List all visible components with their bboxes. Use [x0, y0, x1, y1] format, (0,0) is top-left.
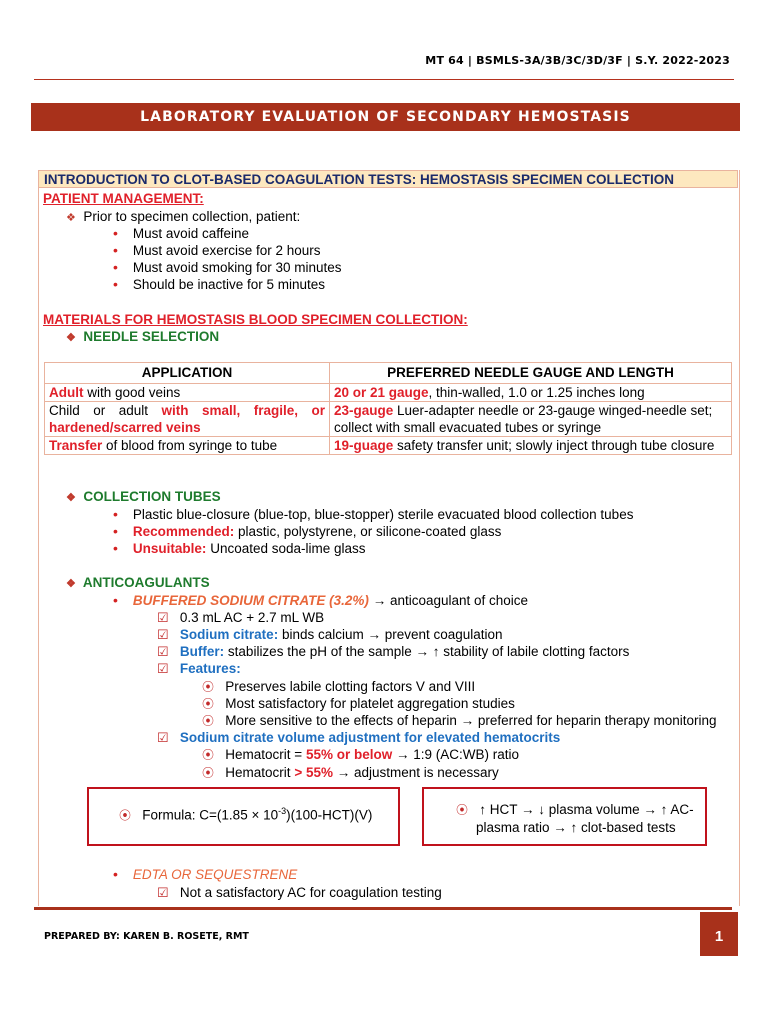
checkbox-icon: ☑: [157, 627, 169, 642]
table-cell: [45, 402, 330, 437]
circle-bullet-icon: ⦿: [119, 808, 132, 823]
hct-effect-box: [422, 787, 707, 846]
list-item: [113, 592, 528, 609]
dot-bullet-icon: •: [113, 592, 118, 608]
list-item: [157, 729, 560, 746]
collection-tubes-text: COLLECTION TUBES: [83, 489, 221, 504]
needle-selection-text: NEEDLE SELECTION: [83, 329, 220, 344]
checkbox-icon: ☑: [157, 885, 169, 900]
formula-box: [87, 787, 400, 846]
adjustment-label: Sodium citrate volume adjustment for elevated hematocrits: [179, 730, 561, 745]
intro-heading: INTRODUCTION TO CLOT-BASED COAGULATION TESTS: HEMOSTASIS SPECIMEN COLLECTION: [38, 170, 738, 188]
page-title: LABORATORY EVALUATION OF SECONDARY HEMOSTASIS: [31, 103, 740, 131]
list-item-text: Must avoid smoking for 30 minutes: [132, 260, 342, 275]
highlight-text: 23-gauge: [334, 403, 394, 418]
list-item: [113, 506, 633, 523]
table-header-cell: PREFERRED NEEDLE GAUGE AND LENGTH: [330, 363, 732, 384]
cell-text: safety transfer unit; slowly inject through tube closure: [393, 438, 715, 453]
dot-bullet-icon: •: [113, 540, 118, 556]
dot-bullet-icon: •: [113, 225, 118, 241]
needle-table: [44, 362, 732, 455]
patient-management-heading: PATIENT MANAGEMENT:: [43, 191, 204, 206]
list-item-text: binds calcium → prevent coagulation: [278, 627, 503, 642]
list-item-text: Most satisfactory for platelet aggregation studies: [225, 696, 515, 711]
highlight-text: with small, fragile, or hardened/scarred veins: [49, 403, 325, 435]
list-item-text: Plastic blue-closure (blue-top, blue-stopper) sterile evacuated blood collection tubes: [132, 507, 634, 522]
effect-line: [456, 801, 694, 819]
highlight-text: 55% or below: [305, 747, 393, 762]
patient-lead-text: Prior to specimen collection, patient:: [83, 209, 301, 224]
dot-bullet-icon: •: [113, 242, 118, 258]
formula-line: [119, 803, 372, 825]
table-cell: [330, 402, 732, 437]
prepared-by: PREPARED BY: KAREN B. ROSETE, RMT: [44, 931, 249, 942]
anticoagulants-heading: [66, 574, 210, 593]
list-item-text: → adjustment is necessary: [332, 765, 499, 780]
list-item: [157, 884, 442, 901]
list-item: [113, 866, 297, 883]
list-item: [157, 660, 241, 677]
list-item-text: plastic, polystyrene, or silicone-coated glass: [234, 524, 502, 539]
diamond-bullet-icon: ❖: [66, 492, 76, 504]
list-item: [202, 678, 475, 696]
cell-text: with good veins: [83, 385, 181, 400]
page-number: 1: [700, 912, 738, 956]
highlight-text: Adult: [49, 385, 84, 400]
list-item: [157, 626, 503, 643]
dot-bullet-icon: •: [113, 259, 118, 275]
highlight-text: 19-guage: [334, 438, 394, 453]
list-item-text: More sensitive to the effects of heparin → preferred for heparin therapy monitoring: [225, 713, 717, 728]
diamond-bullet-icon: ❖: [66, 212, 76, 224]
list-item: [157, 643, 629, 660]
list-item-text: Should be inactive for 5 minutes: [132, 277, 326, 292]
checkbox-icon: ☑: [157, 644, 169, 659]
list-item: [113, 276, 325, 293]
footer-divider: [34, 907, 732, 910]
list-item: [157, 609, 324, 626]
table-cell: [330, 437, 732, 455]
citrate-label: BUFFERED SODIUM CITRATE (3.2%): [132, 593, 369, 608]
circle-bullet-icon: ⦿: [202, 766, 215, 780]
list-item-text: 0.3 mL AC + 2.7 mL WB: [179, 610, 325, 625]
table-header-cell: APPLICATION: [45, 363, 330, 384]
diamond-bullet-icon: ❖: [66, 332, 76, 344]
header-divider: [34, 79, 734, 80]
dot-bullet-icon: •: [113, 866, 118, 882]
cell-text: Child or adult: [49, 403, 162, 418]
formula-exponent: -3: [278, 806, 287, 816]
table-row: [45, 437, 732, 455]
highlight-text: > 55%: [294, 765, 333, 780]
list-item: [202, 764, 499, 782]
needle-selection-heading: [66, 328, 219, 347]
sodium-citrate-label: Sodium citrate:: [179, 627, 279, 642]
list-item-text: Must avoid exercise for 2 hours: [132, 243, 321, 258]
circle-bullet-icon: ⦿: [202, 680, 215, 694]
dot-bullet-icon: •: [113, 523, 118, 539]
features-label: Features:: [179, 661, 241, 676]
diamond-bullet-icon: ❖: [66, 578, 76, 590]
list-item: [113, 540, 366, 557]
highlight-text: Transfer: [49, 438, 103, 453]
course-header: MT 64 | BSMLS-3A/3B/3C/3D/3F | S.Y. 2022-2023: [425, 54, 730, 67]
checkbox-icon: ☑: [157, 661, 169, 676]
materials-heading: MATERIALS FOR HEMOSTASIS BLOOD SPECIMEN COLLECTION:: [43, 312, 468, 327]
circle-bullet-icon: ⦿: [202, 697, 215, 711]
list-item: [202, 746, 519, 764]
list-item-text: Hematocrit =: [225, 747, 306, 762]
list-item-text: → anticoagulant of choice: [368, 593, 529, 608]
list-item-text: stabilizes the pH of the sample → ↑ stability of labile clotting factors: [224, 644, 630, 659]
table-cell: [45, 437, 330, 455]
list-item: [113, 259, 342, 276]
list-item-text: Must avoid caffeine: [132, 226, 249, 241]
cell-text: of blood from syringe to tube: [102, 438, 278, 453]
formula-text: )(100-HCT)(V): [286, 807, 373, 823]
checkbox-icon: ☑: [157, 730, 169, 745]
list-item: [113, 523, 501, 540]
checkbox-icon: ☑: [157, 610, 169, 625]
list-item: [113, 225, 249, 242]
recommended-label: Recommended:: [132, 524, 235, 539]
highlight-text: 20 or 21 gauge: [334, 385, 429, 400]
buffer-label: Buffer:: [179, 644, 225, 659]
unsuitable-label: Unsuitable:: [132, 541, 207, 556]
circle-bullet-icon: ⦿: [456, 803, 469, 817]
list-item-text: Hematocrit: [225, 765, 295, 780]
list-item: [113, 242, 321, 259]
table-row: [45, 384, 732, 402]
cell-text: Luer-adapter needle or 23-gauge winged-needle set; collect with small evacuated tubes or syringe: [334, 403, 713, 435]
dot-bullet-icon: •: [113, 506, 118, 522]
list-item-text: → 1:9 (AC:WB) ratio: [392, 747, 519, 762]
list-item-text: Uncoated soda-lime glass: [206, 541, 366, 556]
table-cell: [45, 384, 330, 402]
dot-bullet-icon: •: [113, 276, 118, 292]
circle-bullet-icon: ⦿: [202, 748, 215, 762]
anticoagulants-text: ANTICOAGULANTS: [82, 575, 210, 590]
list-item: [202, 695, 515, 713]
collection-tubes-heading: [66, 488, 221, 507]
table-cell: [330, 384, 732, 402]
cell-text: , thin-walled, 1.0 or 1.25 inches long: [428, 385, 645, 400]
table-row: [45, 402, 732, 437]
edta-label: EDTA OR SEQUESTRENE: [132, 867, 298, 882]
table-header-row: [45, 363, 732, 384]
effect-text: ↑ HCT → ↓ plasma volume → ↑ AC-: [479, 802, 694, 817]
formula-text: Formula: C=(1.85 × 10: [142, 807, 279, 823]
effect-text: plasma ratio → ↑ clot-based tests: [476, 820, 676, 835]
circle-bullet-icon: ⦿: [202, 714, 215, 728]
list-item-text: Preserves labile clotting factors V and VIII: [225, 679, 476, 694]
list-item-text: Not a satisfactory AC for coagulation testing: [179, 885, 442, 900]
list-item: [202, 712, 717, 730]
